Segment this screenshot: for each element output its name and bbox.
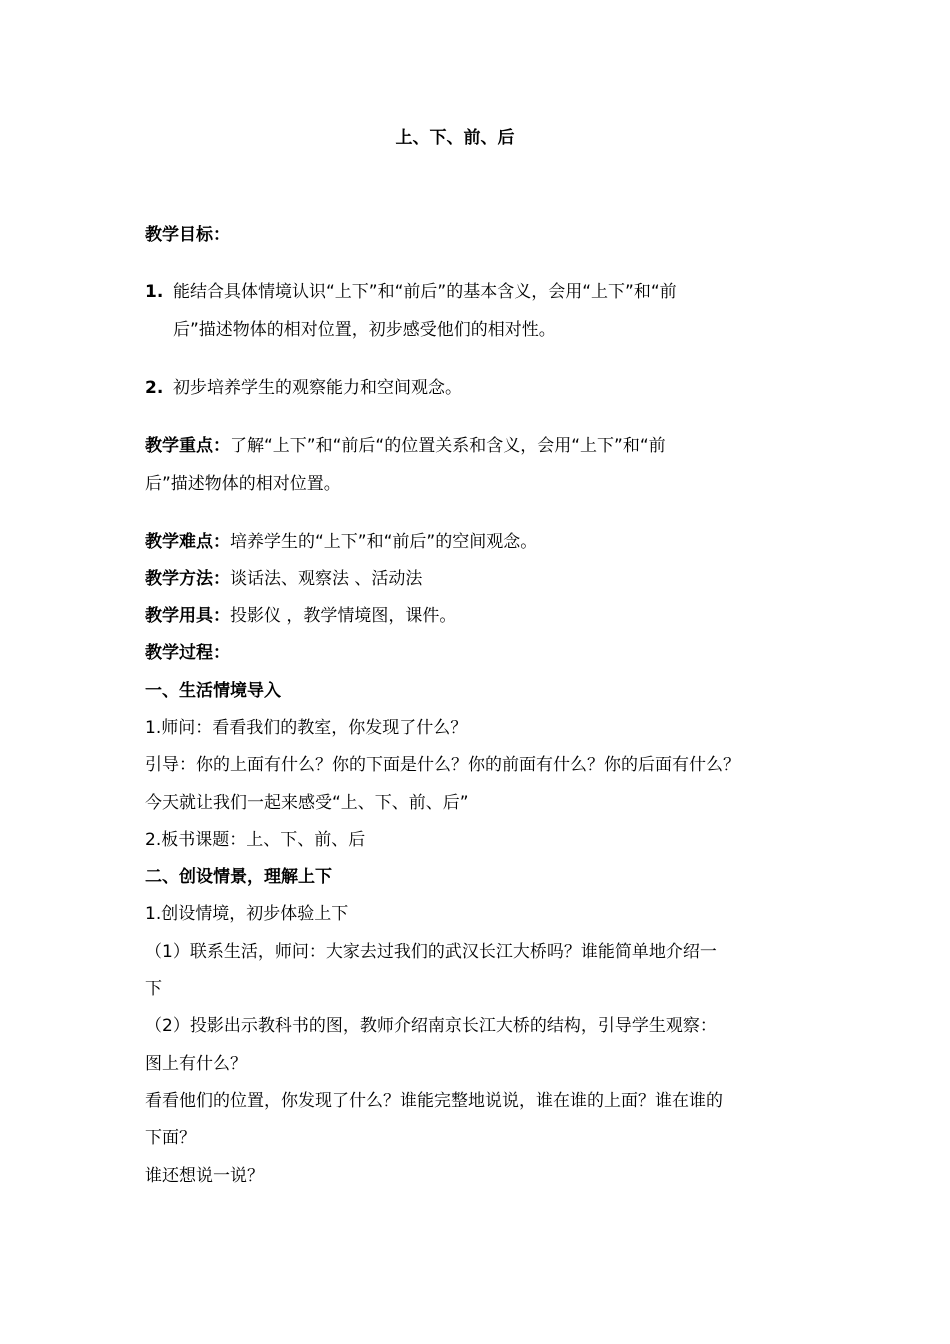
paragraph-line: 图上有什么？ (145, 1054, 247, 1074)
paragraph-line: 谁还想说一说？ (145, 1166, 264, 1186)
difficulties (145, 530, 825, 554)
paragraph-line: 1.师问：看看我们的教室，你发现了什么？ (145, 718, 468, 738)
paragraph-line: 看看他们的位置，你发现了什么？谁能完整地说说，谁在谁的上面？谁在谁的 (145, 1091, 723, 1111)
objective-number: 2. (145, 378, 164, 398)
document-title: 上、下、前、后 (395, 128, 515, 148)
paragraph-line: 下面？ (145, 1128, 196, 1148)
process-label: 教学过程： (145, 643, 230, 663)
paragraph-line: 2.板书课题：上、下、前、后 (145, 830, 366, 850)
key-points-text: 了解“上下”和“前后“的位置关系和含义，会用“上下”和“前 (230, 436, 666, 456)
objective-item-1 (145, 280, 825, 304)
key-points-label: 教学重点： (145, 436, 230, 456)
key-points-continued: 后”描述物体的相对位置。 (145, 474, 341, 494)
paragraph-line: 下 (145, 979, 162, 999)
key-points (145, 434, 825, 458)
difficulties-text: 培养学生的“上下”和“前后”的空间观念。 (230, 532, 538, 552)
paragraph-line: （1）联系生活，师问：大家去过我们的武汉长江大桥吗？谁能简单地介绍一 (145, 942, 717, 962)
paragraph-line: （2）投影出示教科书的图，教师介绍南京长江大桥的结构，引导学生观察： (145, 1016, 717, 1036)
objective-text: 初步培养学生的观察能力和空间观念。 (173, 378, 462, 398)
paragraph-line: 今天就让我们一起来感受“上、下、前、后” (145, 793, 469, 813)
tools-text: 投影仪 ，教学情境图，课件。 (230, 606, 457, 626)
tools (145, 604, 825, 628)
objective-item-2 (145, 376, 825, 400)
objective-item-1-continued: 后”描述物体的相对位置，初步感受他们的相对性。 (173, 320, 556, 340)
methods (145, 567, 825, 591)
objective-text: 能结合具体情境认识“上下”和“前后”的基本含义，会用“上下”和“前 (173, 282, 677, 302)
objectives-label: 教学目标： (145, 225, 230, 245)
methods-text: 谈话法、观察法 、活动法 (230, 569, 423, 589)
objective-number: 1. (145, 282, 164, 302)
tools-label: 教学用具： (145, 606, 230, 626)
section2-heading: 二、创设情景，理解上下 (145, 867, 332, 887)
methods-label: 教学方法： (145, 569, 230, 589)
paragraph-line: 1.创设情境，初步体验上下 (145, 904, 349, 924)
paragraph-line: 引导：你的上面有什么？你的下面是什么？你的前面有什么？你的后面有什么？ (145, 755, 740, 775)
difficulties-label: 教学难点： (145, 532, 230, 552)
section1-heading: 一、生活情境导入 (145, 681, 281, 701)
